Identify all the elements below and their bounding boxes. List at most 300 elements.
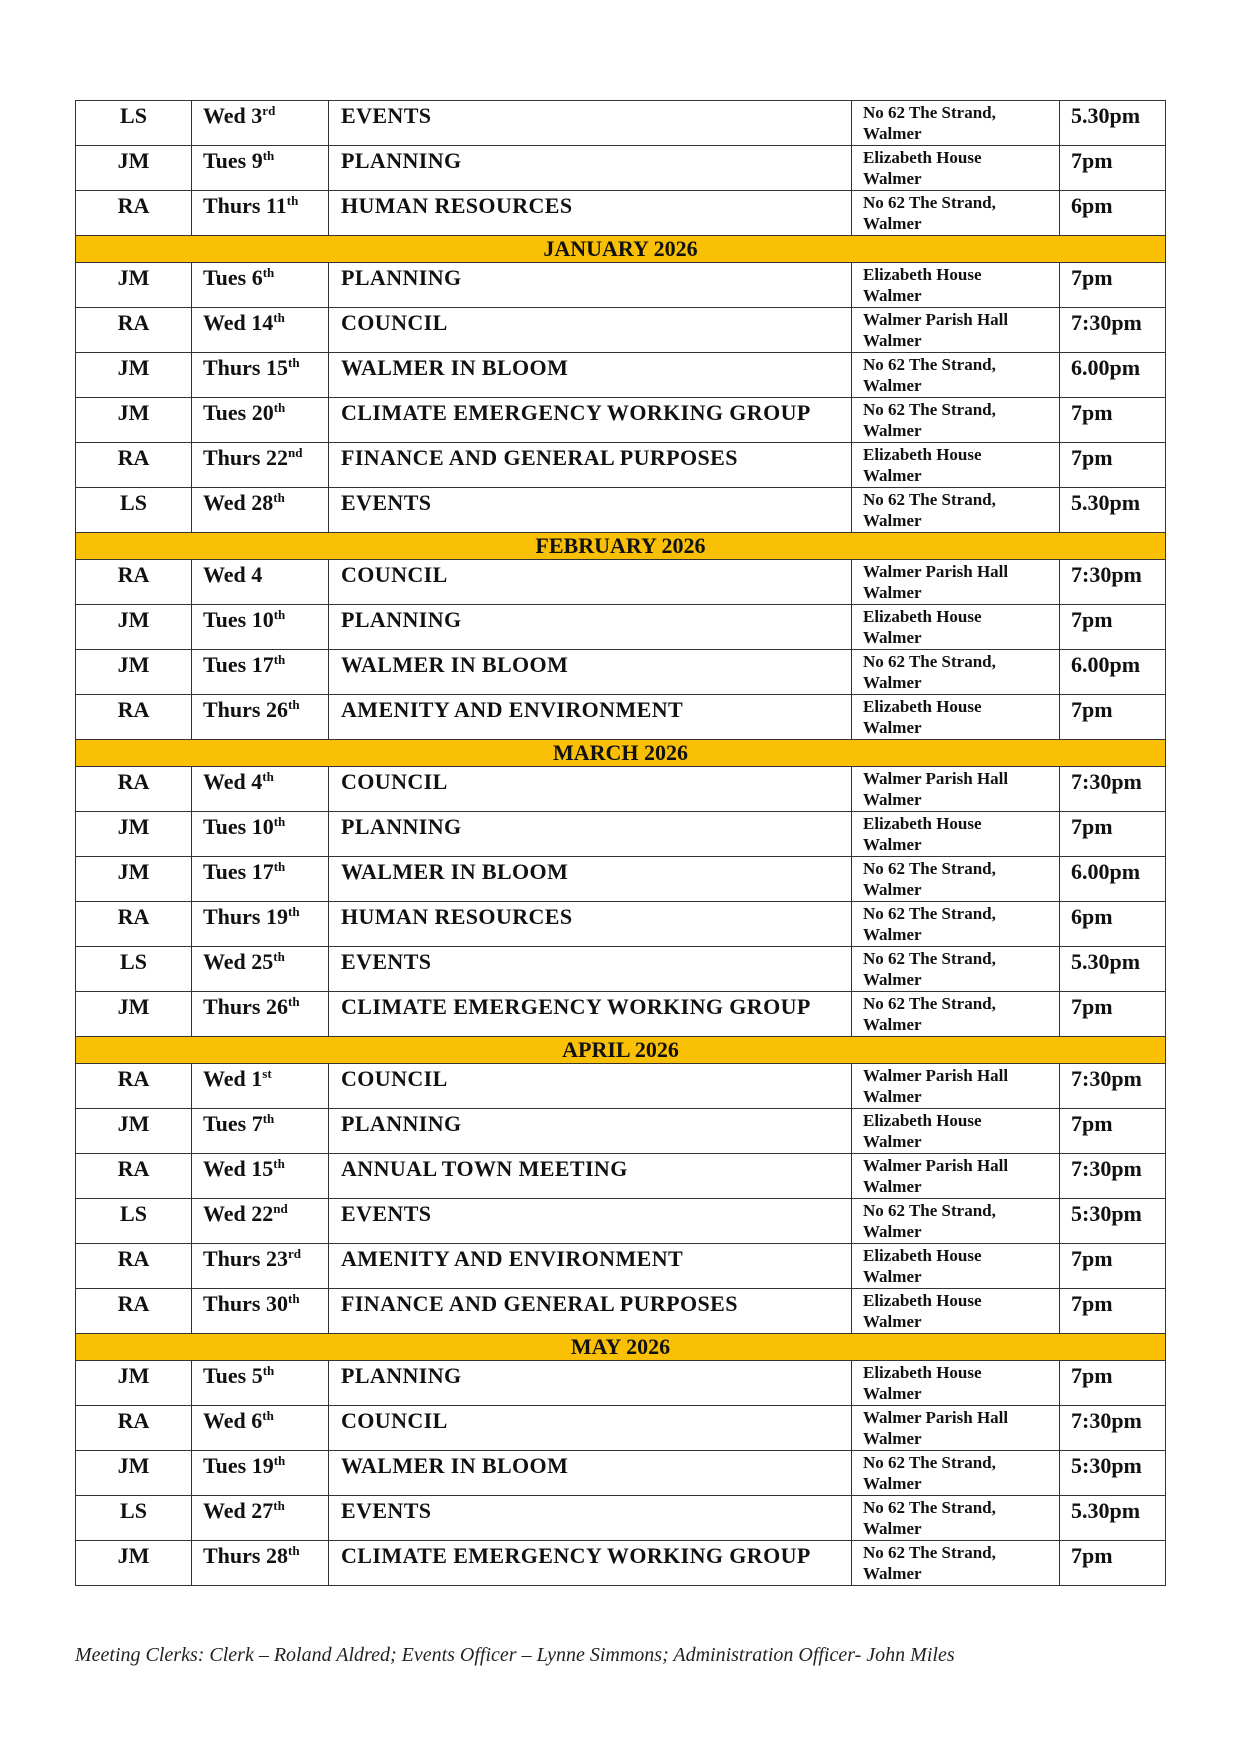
meeting-day: Wed 1 [203,1066,263,1091]
meeting-day: Tues 20 [203,400,274,425]
venue-line-1: Elizabeth House [863,1363,982,1382]
clerk-initials: LS [76,947,192,992]
meeting-time: 6.00pm [1060,353,1166,398]
table-row [76,308,1166,353]
clerk-initials: JM [76,353,192,398]
meeting-venue [852,605,1060,650]
meeting-date [192,1154,329,1199]
meeting-day: Wed 22 [203,1201,274,1226]
meeting-time: 7pm [1060,1244,1166,1289]
date-suffix: th [273,1453,286,1468]
meeting-time: 7:30pm [1060,767,1166,812]
month-header: JANUARY 2026 [76,236,1166,263]
meeting-date [192,308,329,353]
clerk-initials: JM [76,1361,192,1406]
table-row [76,488,1166,533]
meeting-name: EVENTS [329,488,852,533]
table-row [76,101,1166,146]
meeting-date [192,1199,329,1244]
meeting-name: CLIMATE EMERGENCY WORKING GROUP [329,992,852,1037]
venue-line-2: Walmer [863,124,922,143]
meeting-time: 7pm [1060,146,1166,191]
date-suffix: th [273,949,285,964]
table-row [76,146,1166,191]
date-suffix: th [273,400,286,415]
date-suffix: th [287,994,300,1009]
clerk-initials: RA [76,902,192,947]
venue-line-2: Walmer [863,673,922,692]
meeting-name: HUMAN RESOURCES [329,902,852,947]
meeting-date [192,1361,329,1406]
date-suffix: th [273,1156,285,1171]
table-row [76,1154,1166,1199]
meeting-venue [852,1406,1060,1451]
meeting-name: CLIMATE EMERGENCY WORKING GROUP [329,1541,852,1586]
table-row [76,353,1166,398]
date-suffix: th [287,697,300,712]
table-row [76,947,1166,992]
meeting-time: 7:30pm [1060,1154,1166,1199]
meeting-date [192,1496,329,1541]
venue-line-1: Elizabeth House [863,814,982,833]
clerk-initials: JM [76,146,192,191]
date-suffix: th [262,1408,274,1423]
meeting-day: Tues 6 [203,265,263,290]
clerk-initials: RA [76,695,192,740]
date-suffix: th [273,607,286,622]
meeting-venue [852,443,1060,488]
meeting-name: COUNCIL [329,767,852,812]
meeting-day: Tues 7 [203,1111,263,1136]
meeting-date [192,695,329,740]
clerk-initials: RA [76,191,192,236]
meeting-time: 5.30pm [1060,101,1166,146]
venue-line-2: Walmer [863,925,922,944]
venue-line-2: Walmer [863,1384,922,1403]
meeting-venue [852,695,1060,740]
table-row [76,1541,1166,1586]
meeting-name: WALMER IN BLOOM [329,353,852,398]
venue-line-2: Walmer [863,286,922,305]
meeting-name: PLANNING [329,605,852,650]
meeting-time: 6pm [1060,902,1166,947]
meeting-date [192,947,329,992]
venue-line-2: Walmer [863,376,922,395]
meeting-day: Thurs 26 [203,697,288,722]
venue-line-1: Elizabeth House [863,445,982,464]
meeting-time: 7pm [1060,992,1166,1037]
meeting-time: 7:30pm [1060,560,1166,605]
venue-line-1: Elizabeth House [863,265,982,284]
table-row [76,902,1166,947]
clerk-initials: JM [76,605,192,650]
meeting-day: Wed 3 [203,103,263,128]
meeting-day: Thurs 30 [203,1291,288,1316]
meeting-name: COUNCIL [329,560,852,605]
venue-line-2: Walmer [863,970,922,989]
clerk-initials: RA [76,1244,192,1289]
meeting-date [192,146,329,191]
meeting-date [192,902,329,947]
table-row [76,1406,1166,1451]
venue-line-2: Walmer [863,1429,922,1448]
venue-line-1: No 62 The Strand, [863,949,996,968]
meeting-day: Wed 28 [203,490,274,515]
date-suffix: th [262,769,274,784]
date-suffix: th [287,355,300,370]
venue-line-1: Walmer Parish Hall [863,1156,1009,1175]
clerk-initials: JM [76,812,192,857]
meeting-name: COUNCIL [329,1406,852,1451]
venue-line-1: Elizabeth House [863,1111,982,1130]
clerk-initials: LS [76,1199,192,1244]
table-row [76,992,1166,1037]
meeting-date [192,1109,329,1154]
date-suffix: th [286,193,299,208]
table-row [76,767,1166,812]
meeting-time: 6.00pm [1060,857,1166,902]
meeting-date [192,1064,329,1109]
clerk-initials: LS [76,101,192,146]
date-suffix: th [287,1291,300,1306]
meeting-name: ANNUAL TOWN MEETING [329,1154,852,1199]
venue-line-1: Elizabeth House [863,148,982,167]
table-row [76,695,1166,740]
venue-line-2: Walmer [863,421,922,440]
venue-line-1: Walmer Parish Hall [863,310,1009,329]
venue-line-1: Elizabeth House [863,1246,982,1265]
venue-line-1: No 62 The Strand, [863,193,996,212]
meeting-venue [852,1154,1060,1199]
date-suffix: th [273,310,285,325]
table-row [76,1109,1166,1154]
meeting-name: PLANNING [329,812,852,857]
meeting-venue [852,1289,1060,1334]
meeting-name: AMENITY AND ENVIRONMENT [329,1244,852,1289]
meeting-name: PLANNING [329,263,852,308]
meeting-name: EVENTS [329,101,852,146]
meeting-venue [852,1109,1060,1154]
meeting-time: 5.30pm [1060,1496,1166,1541]
meeting-venue [852,1361,1060,1406]
meeting-name: COUNCIL [329,1064,852,1109]
venue-line-2: Walmer [863,1564,922,1583]
meeting-day: Tues 5 [203,1363,263,1388]
meeting-time: 7:30pm [1060,1406,1166,1451]
table-row [76,191,1166,236]
meeting-venue [852,1199,1060,1244]
meeting-date [192,263,329,308]
meeting-date [192,857,329,902]
meeting-name: COUNCIL [329,308,852,353]
month-header: FEBRUARY 2026 [76,533,1166,560]
meeting-day: Thurs 11 [203,193,287,218]
date-suffix: th [273,652,286,667]
venue-line-2: Walmer [863,1519,922,1538]
meeting-day: Thurs 26 [203,994,288,1019]
meeting-date [192,650,329,695]
meeting-venue [852,857,1060,902]
venue-line-1: No 62 The Strand, [863,1498,996,1517]
clerk-initials: RA [76,1406,192,1451]
date-suffix: th [273,814,286,829]
venue-line-2: Walmer [863,1132,922,1151]
meeting-time: 7pm [1060,1109,1166,1154]
meeting-venue [852,191,1060,236]
table-row [76,1064,1166,1109]
date-suffix: th [273,1498,285,1513]
meeting-name: CLIMATE EMERGENCY WORKING GROUP [329,398,852,443]
month-header: MARCH 2026 [76,740,1166,767]
date-suffix: th [262,265,275,280]
meeting-time: 7pm [1060,1361,1166,1406]
venue-line-2: Walmer [863,466,922,485]
meeting-day: Tues 17 [203,652,274,677]
meeting-day: Thurs 28 [203,1543,288,1568]
meeting-date [192,767,329,812]
venue-line-1: No 62 The Strand, [863,355,996,374]
venue-line-1: Walmer Parish Hall [863,562,1009,581]
venue-line-2: Walmer [863,511,922,530]
venue-line-1: Elizabeth House [863,607,982,626]
table-row [76,1289,1166,1334]
date-suffix: th [273,490,285,505]
meeting-venue [852,902,1060,947]
meeting-venue [852,1064,1060,1109]
date-suffix: rd [287,1246,301,1261]
meeting-day: Tues 17 [203,859,274,884]
date-suffix: th [262,148,275,163]
month-header: APRIL 2026 [76,1037,1166,1064]
clerk-initials: RA [76,308,192,353]
meeting-day: Wed 4 [203,562,263,587]
venue-line-1: No 62 The Strand, [863,1543,996,1562]
clerk-initials: RA [76,1064,192,1109]
meeting-time: 5.30pm [1060,947,1166,992]
venue-line-2: Walmer [863,1177,922,1196]
meeting-date [192,992,329,1037]
table-row [76,560,1166,605]
date-suffix: th [273,859,286,874]
meeting-venue [852,767,1060,812]
meeting-day: Tues 9 [203,148,263,173]
date-suffix: nd [273,1201,288,1216]
month-header: MAY 2026 [76,1334,1166,1361]
table-row [76,443,1166,488]
clerk-initials: JM [76,857,192,902]
meeting-time: 5:30pm [1060,1451,1166,1496]
meeting-name: EVENTS [329,947,852,992]
meeting-venue [852,263,1060,308]
clerk-initials: LS [76,1496,192,1541]
meeting-venue [852,560,1060,605]
meeting-date [192,1541,329,1586]
venue-line-2: Walmer [863,1015,922,1034]
venue-line-1: No 62 The Strand, [863,1453,996,1472]
meeting-date [192,398,329,443]
meeting-venue [852,308,1060,353]
meeting-date [192,1289,329,1334]
meeting-date [192,443,329,488]
meeting-time: 7pm [1060,398,1166,443]
clerk-initials: RA [76,443,192,488]
meeting-venue [852,812,1060,857]
meeting-day: Wed 6 [203,1408,263,1433]
clerk-initials: RA [76,1289,192,1334]
table-row [76,650,1166,695]
meeting-name: AMENITY AND ENVIRONMENT [329,695,852,740]
clerk-initials: RA [76,560,192,605]
meeting-venue [852,146,1060,191]
meeting-time: 7pm [1060,695,1166,740]
venue-line-2: Walmer [863,628,922,647]
venue-line-1: No 62 The Strand, [863,904,996,923]
meeting-date [192,560,329,605]
meeting-day: Wed 15 [203,1156,274,1181]
table-row [76,1244,1166,1289]
meeting-day: Thurs 15 [203,355,288,380]
table-row [76,605,1166,650]
meeting-day: Thurs 23 [203,1246,288,1271]
venue-line-1: No 62 The Strand, [863,994,996,1013]
venue-line-1: Walmer Parish Hall [863,1408,1009,1427]
meeting-name: PLANNING [329,1109,852,1154]
table-row [76,1361,1166,1406]
venue-line-1: Walmer Parish Hall [863,1066,1009,1085]
venue-line-1: No 62 The Strand, [863,859,996,878]
clerk-initials: JM [76,650,192,695]
meeting-schedule-table [75,100,1166,1586]
table-row [76,263,1166,308]
clerk-initials: JM [76,398,192,443]
meeting-date [192,812,329,857]
meeting-date [192,1406,329,1451]
meeting-time: 7pm [1060,1289,1166,1334]
meeting-time: 7:30pm [1060,1064,1166,1109]
meeting-venue [852,488,1060,533]
meeting-date [192,101,329,146]
venue-line-2: Walmer [863,1222,922,1241]
venue-line-2: Walmer [863,169,922,188]
meeting-venue [852,1451,1060,1496]
meeting-date [192,488,329,533]
venue-line-1: Walmer Parish Hall [863,769,1009,788]
meeting-venue [852,992,1060,1037]
date-suffix: th [262,1111,275,1126]
month-header-row [76,1334,1166,1361]
venue-line-2: Walmer [863,835,922,854]
clerk-initials: LS [76,488,192,533]
date-suffix: th [262,1363,275,1378]
meeting-day: Wed 27 [203,1498,274,1523]
meeting-venue [852,947,1060,992]
meeting-venue [852,1496,1060,1541]
table-row [76,812,1166,857]
meeting-name: EVENTS [329,1496,852,1541]
meeting-venue [852,1541,1060,1586]
clerk-initials: RA [76,767,192,812]
venue-line-2: Walmer [863,880,922,899]
meeting-time: 7pm [1060,605,1166,650]
meeting-name: EVENTS [329,1199,852,1244]
meeting-clerks-footer: Meeting Clerks: Clerk – Roland Aldred; Events Officer – Lynne Simmons; Administration Officer- John Miles [75,1644,955,1666]
meeting-name: WALMER IN BLOOM [329,1451,852,1496]
meeting-date [192,1451,329,1496]
month-header-row [76,1037,1166,1064]
meeting-time: 5.30pm [1060,488,1166,533]
table-row [76,1199,1166,1244]
meeting-date [192,1244,329,1289]
meeting-venue [852,101,1060,146]
meeting-name: PLANNING [329,1361,852,1406]
meeting-time: 6.00pm [1060,650,1166,695]
meeting-time: 7pm [1060,263,1166,308]
meeting-name: FINANCE AND GENERAL PURPOSES [329,443,852,488]
meeting-day: Wed 4 [203,769,263,794]
meeting-time: 6pm [1060,191,1166,236]
meeting-time: 7pm [1060,1541,1166,1586]
date-suffix: st [262,1066,272,1081]
clerk-initials: JM [76,1451,192,1496]
meeting-venue [852,398,1060,443]
clerk-initials: JM [76,992,192,1037]
meeting-day: Tues 19 [203,1453,274,1478]
meeting-time: 5:30pm [1060,1199,1166,1244]
date-suffix: rd [262,103,276,118]
meeting-day: Wed 25 [203,949,274,974]
meeting-venue [852,1244,1060,1289]
venue-line-1: No 62 The Strand, [863,1201,996,1220]
meeting-date [192,605,329,650]
month-header-row [76,236,1166,263]
meeting-day: Thurs 19 [203,904,288,929]
clerk-initials: JM [76,263,192,308]
meeting-date [192,191,329,236]
table-row [76,1451,1166,1496]
clerk-initials: JM [76,1541,192,1586]
meeting-time: 7:30pm [1060,308,1166,353]
venue-line-2: Walmer [863,1474,922,1493]
meeting-name: HUMAN RESOURCES [329,191,852,236]
venue-line-2: Walmer [863,1087,922,1106]
clerk-initials: RA [76,1154,192,1199]
meeting-name: FINANCE AND GENERAL PURPOSES [329,1289,852,1334]
meeting-name: WALMER IN BLOOM [329,857,852,902]
venue-line-2: Walmer [863,718,922,737]
table-row [76,398,1166,443]
meeting-name: PLANNING [329,146,852,191]
venue-line-2: Walmer [863,1312,922,1331]
venue-line-1: No 62 The Strand, [863,652,996,671]
venue-line-1: No 62 The Strand, [863,103,996,122]
meeting-day: Tues 10 [203,607,274,632]
venue-line-1: Elizabeth House [863,697,982,716]
venue-line-1: No 62 The Strand, [863,400,996,419]
date-suffix: th [287,904,300,919]
venue-line-2: Walmer [863,1267,922,1286]
date-suffix: nd [287,445,303,460]
meeting-venue [852,353,1060,398]
meeting-day: Tues 10 [203,814,274,839]
venue-line-2: Walmer [863,583,922,602]
month-header-row [76,740,1166,767]
month-header-row [76,533,1166,560]
table-row [76,1496,1166,1541]
meeting-name: WALMER IN BLOOM [329,650,852,695]
venue-line-2: Walmer [863,331,922,350]
meeting-date [192,353,329,398]
venue-line-1: Elizabeth House [863,1291,982,1310]
